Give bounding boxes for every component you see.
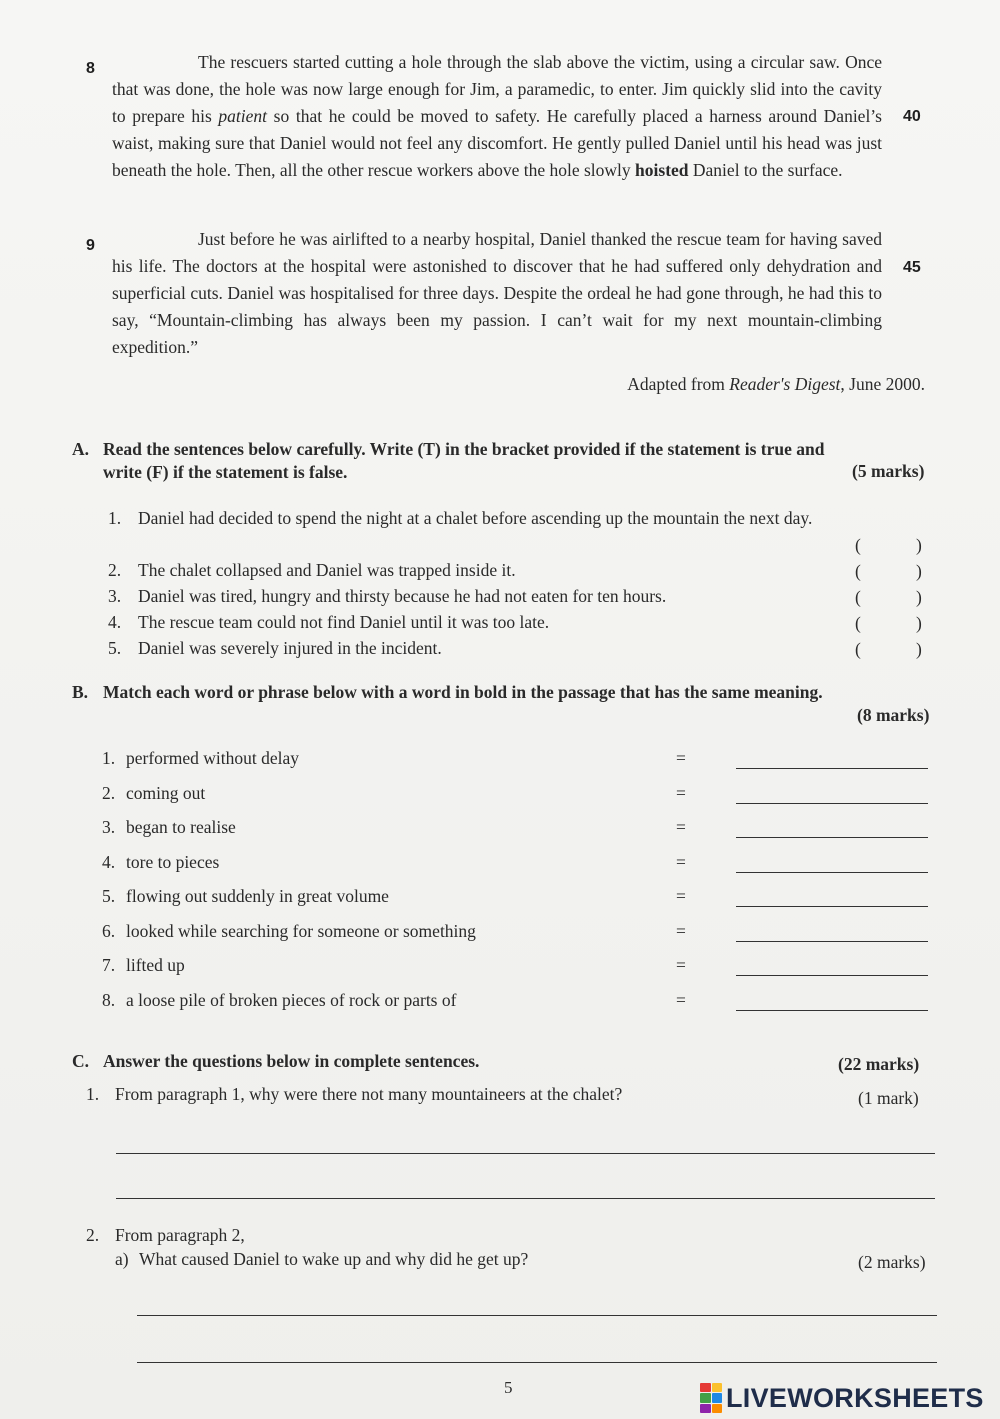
- equals-sign: =: [676, 852, 686, 872]
- section-a-instruction-line-2: write (F) if the statement is false.: [103, 462, 348, 482]
- passage-source: [627, 374, 925, 395]
- answer-bracket-close: ): [916, 587, 922, 607]
- source-prefix: Adapted from: [627, 374, 730, 394]
- tf-item-text: Daniel had decided to spend the night at a chalet before ascending up the mountain the next day.: [138, 508, 813, 528]
- equals-sign: =: [676, 748, 686, 768]
- equals-sign: =: [676, 817, 686, 837]
- tf-item-number: 5.: [108, 638, 122, 658]
- question-2a-text: What caused Daniel to wake up and why did he get up?: [139, 1249, 529, 1269]
- section-a-label: A.: [72, 439, 90, 459]
- paragraph-8-bold-word: hoisted: [635, 160, 689, 180]
- match-row-5: [102, 886, 932, 916]
- source-suffix: , June 2000.: [840, 374, 925, 394]
- equals-sign: =: [676, 886, 686, 906]
- tf-item-text: Daniel was severely injured in the incident.: [138, 638, 442, 658]
- answer-bracket-open[interactable]: (: [855, 561, 861, 581]
- tf-item-text: Daniel was tired, hungry and thirsty because he had not eaten for ten hours.: [138, 586, 667, 606]
- match-phrase: performed without delay: [126, 748, 300, 768]
- answer-bracket-open[interactable]: (: [855, 587, 861, 607]
- paragraph-8-text-a: The rescuers started cutting a hole through the slab above the victim, using a circular saw. Once that was done, the hole was now large enough for Jim, a paramedic, to enter. Jim quickly slid into the cavity to prepare his: [112, 52, 882, 126]
- tf-item-number: 2.: [108, 560, 122, 580]
- match-row-1: [102, 748, 932, 778]
- match-number: 5.: [102, 886, 116, 906]
- answer-blank[interactable]: [736, 975, 928, 976]
- answer-bracket-close: ): [916, 639, 922, 659]
- match-number: 6.: [102, 921, 116, 941]
- question-1-number: 1.: [86, 1084, 100, 1104]
- section-a-instruction: [103, 438, 943, 484]
- match-row-4: [102, 852, 932, 882]
- section-c-label: C.: [72, 1051, 90, 1071]
- answer-blank[interactable]: [736, 906, 928, 907]
- source-title: Reader's Digest: [729, 374, 841, 394]
- paragraph-8: [112, 49, 882, 184]
- answer-line[interactable]: [137, 1362, 937, 1363]
- match-phrase: tore to pieces: [126, 852, 220, 872]
- match-phrase: looked while searching for someone or something: [126, 921, 476, 941]
- tf-item-number: 3.: [108, 586, 122, 606]
- section-b-instruction: Match each word or phrase below with a word in bold in the passage that has the same meaning.: [103, 682, 823, 702]
- line-number-45: 45: [903, 259, 921, 276]
- match-number: 1.: [102, 748, 116, 768]
- paragraph-number: 8: [86, 60, 95, 77]
- equals-sign: =: [676, 921, 686, 941]
- answer-blank[interactable]: [736, 768, 928, 769]
- answer-blank[interactable]: [736, 803, 928, 804]
- question-2a-label: a): [115, 1249, 129, 1269]
- match-phrase: a loose pile of broken pieces of rock or parts of: [126, 990, 457, 1010]
- tf-item-text: The chalet collapsed and Daniel was trapped inside it.: [138, 560, 516, 580]
- page-number: 5: [504, 1378, 513, 1397]
- answer-line[interactable]: [116, 1198, 935, 1199]
- answer-blank[interactable]: [736, 872, 928, 873]
- question-1-text: From paragraph 1, why were there not many mountaineers at the chalet?: [115, 1084, 623, 1104]
- match-row-6: [102, 921, 932, 951]
- paragraph-8-text-c: Daniel to the surface.: [688, 160, 843, 180]
- section-b-label: B.: [72, 682, 89, 702]
- answer-blank[interactable]: [736, 837, 928, 838]
- match-row-7: [102, 955, 932, 985]
- question-2-number: 2.: [86, 1225, 100, 1245]
- match-phrase: began to realise: [126, 817, 236, 837]
- section-c-instruction: Answer the questions below in complete sentences.: [103, 1051, 480, 1071]
- equals-sign: =: [676, 990, 686, 1010]
- liveworksheets-mark-icon: [700, 1383, 722, 1413]
- match-phrase: lifted up: [126, 955, 185, 975]
- answer-line[interactable]: [137, 1315, 937, 1316]
- question-2a-marks: (2 marks): [858, 1252, 926, 1272]
- answer-line[interactable]: [116, 1153, 935, 1154]
- match-phrase: flowing out suddenly in great volume: [126, 886, 389, 906]
- question-2-text: From paragraph 2,: [115, 1225, 245, 1245]
- tf-item-number: 1.: [108, 508, 122, 528]
- paragraph-9-text: Just before he was airlifted to a nearby hospital, Daniel thanked the rescue team for having saved his life. The doctors at the hospital were astonished to discover that he had suffered only dehydration and superficial cuts. Daniel was hospitalised for three days. Despite the ordeal he had gone through, he had this to say, “Mountain-climbing has always been my passion. I can’t wait for my next mountain-climbing expedition.”: [112, 229, 882, 357]
- answer-blank[interactable]: [736, 941, 928, 942]
- match-row-3: [102, 817, 932, 847]
- section-a-marks: (5 marks): [852, 461, 925, 481]
- answer-bracket-close: ): [916, 535, 922, 555]
- match-row-2: [102, 783, 932, 813]
- equals-sign: =: [676, 783, 686, 803]
- liveworksheets-logo[interactable]: [700, 1380, 984, 1416]
- paragraph-8-italic: patient: [218, 106, 268, 126]
- paragraph-number: 9: [86, 237, 95, 254]
- match-number: 7.: [102, 955, 116, 975]
- answer-blank[interactable]: [736, 1010, 928, 1011]
- answer-bracket-open[interactable]: (: [855, 535, 861, 555]
- paragraph-8-text-b: so that he could be moved to safety. He carefully placed a harness around Daniel’s waist, making sure that Daniel would not feel any discomfort. He gently pulled Daniel until his head was just beneath the hole. Then, all the other rescue workers above the hole slowly: [112, 106, 882, 180]
- match-number: 4.: [102, 852, 116, 872]
- tf-item-number: 4.: [108, 612, 122, 632]
- answer-bracket-open[interactable]: (: [855, 613, 861, 633]
- match-row-8: [102, 990, 932, 1020]
- line-number-40: 40: [903, 108, 921, 125]
- section-c-marks: (22 marks): [838, 1054, 920, 1074]
- match-number: 8.: [102, 990, 116, 1010]
- tf-item-text: The rescue team could not find Daniel until it was too late.: [138, 612, 550, 632]
- equals-sign: =: [676, 955, 686, 975]
- paragraph-9: [112, 226, 882, 361]
- answer-bracket-open[interactable]: (: [855, 639, 861, 659]
- match-number: 3.: [102, 817, 116, 837]
- match-number: 2.: [102, 783, 116, 803]
- question-1-marks: (1 mark): [858, 1088, 919, 1108]
- section-b-marks: (8 marks): [857, 705, 930, 725]
- answer-bracket-close: ): [916, 613, 922, 633]
- answer-bracket-close: ): [916, 561, 922, 581]
- section-a-instruction-line-1: Read the sentences below carefully. Write (T) in the bracket provided if the statement is true and: [103, 439, 825, 459]
- match-phrase: coming out: [126, 783, 206, 803]
- brand-name: LIVEWORKSHEETS: [726, 1382, 984, 1413]
